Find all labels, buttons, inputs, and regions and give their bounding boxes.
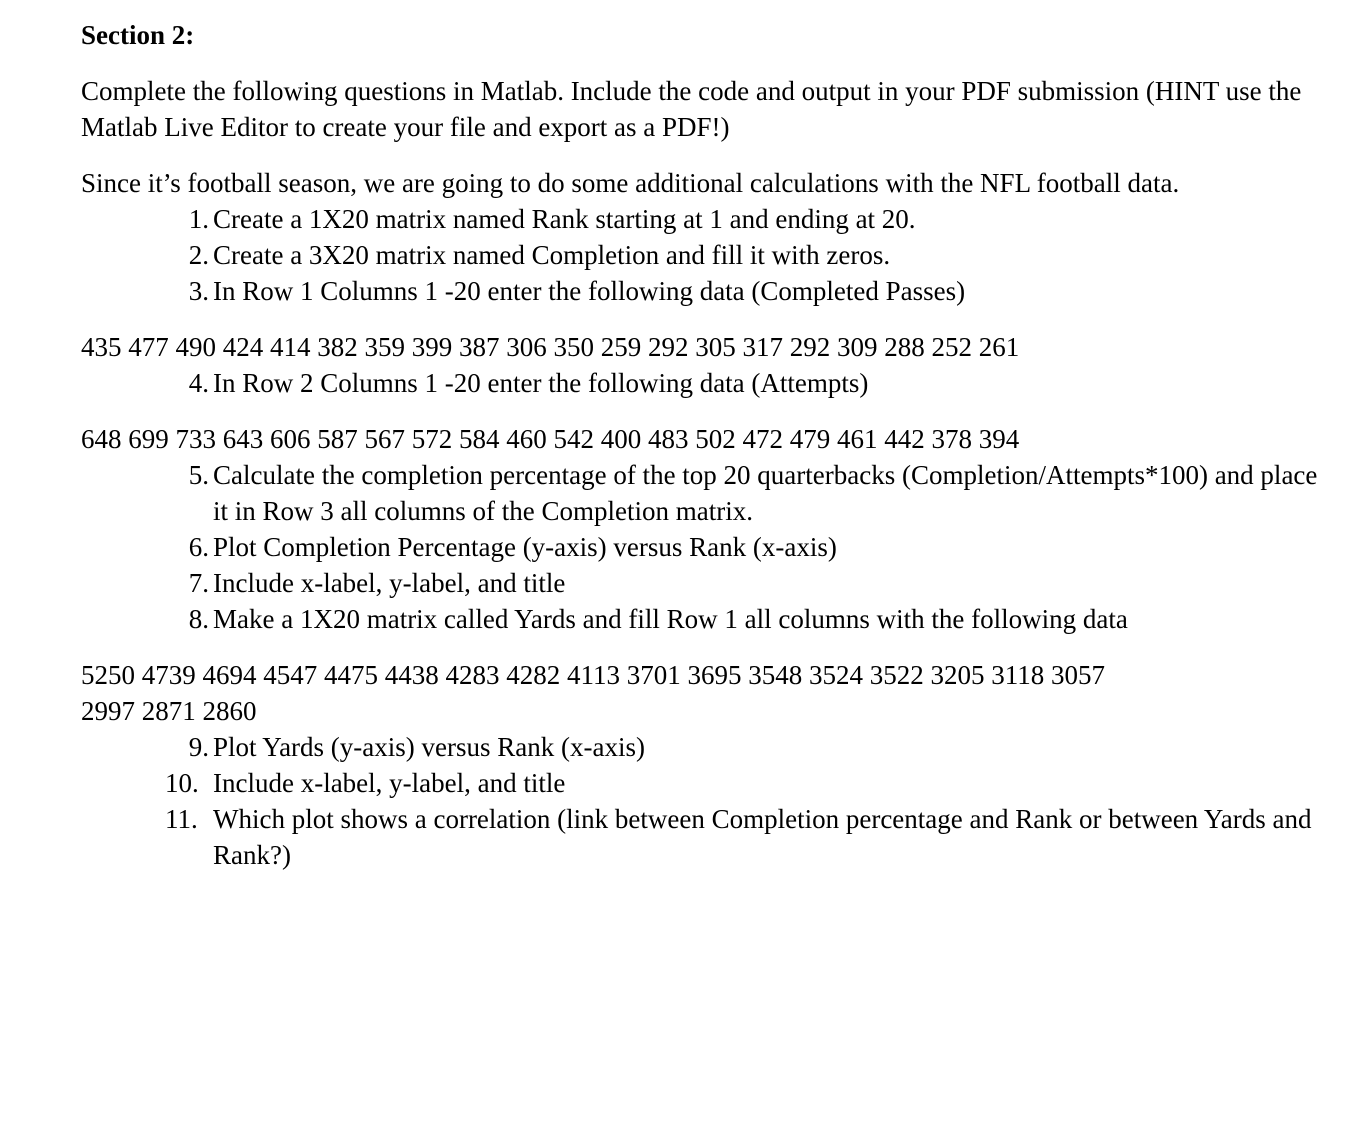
question-number: 5. [188,460,209,490]
season-paragraph: Since it’s football season, we are going to do some additional calculations with the NFL football data. [81,168,1180,198]
attempts-data: 648 699 733 643 606 587 567 572 584 460 542 400 483 502 472 479 461 442 378 394 [81,424,1020,454]
section-title: Section 2: [81,20,195,50]
question-number: 1. [188,204,209,234]
question-item-8 [81,601,1331,637]
question-item-11 [81,801,1331,873]
document-page [81,17,1331,873]
question-number: 4. [188,368,209,398]
question-item-4 [81,365,1331,401]
question-item-3 [81,273,1331,309]
question-number: 7. [188,568,209,598]
question-text: Include x-label, y-label, and title [213,568,566,598]
question-text: Which plot shows a correlation (link between Completion percentage and Rank or between Yards and Rank?) [213,804,1312,870]
question-item-10 [81,765,1331,801]
question-text: In Row 1 Columns 1 -20 enter the following data (Completed Passes) [213,276,966,306]
question-number: 9. [188,732,209,762]
question-item-5 [81,457,1331,529]
question-item-1 [81,201,1331,237]
question-list-4 [81,729,1331,873]
question-text: Plot Completion Percentage (y-axis) versus Rank (x-axis) [213,532,837,562]
intro-paragraph: Complete the following questions in Matlab. Include the code and output in your PDF submission (HINT use the Matlab Live Editor to create your file and export as a PDF!) [81,76,1302,142]
question-number: 10. [165,768,199,798]
question-text: Create a 3X20 matrix named Completion and fill it with zeros. [213,240,891,270]
question-number: 2. [188,240,209,270]
question-text: Make a 1X20 matrix called Yards and fill Row 1 all columns with the following data [213,604,1128,634]
question-list-1 [81,201,1331,309]
question-item-2 [81,237,1331,273]
question-text: Create a 1X20 matrix named Rank starting at 1 and ending at 20. [213,204,916,234]
question-text: Calculate the completion percentage of the top 20 quarterbacks (Completion/Attempts*100) and place it in Row 3 all columns of the Completion matrix. [213,460,1318,526]
question-list-2 [81,365,1331,401]
question-list-3 [81,457,1331,637]
question-number: 6. [188,532,209,562]
yards-data [81,657,1331,729]
question-item-9 [81,729,1331,765]
question-item-7 [81,565,1331,601]
question-text: In Row 2 Columns 1 -20 enter the following data (Attempts) [213,368,869,398]
yards-data-line-1: 5250 4739 4694 4547 4475 4438 4283 4282 4113 3701 3695 3548 3524 3522 3205 3118 3057 [81,660,1105,690]
question-number: 3. [188,276,209,306]
yards-data-line-2: 2997 2871 2860 [81,696,257,726]
completed-passes-data: 435 477 490 424 414 382 359 399 387 306 350 259 292 305 317 292 309 288 252 261 [81,332,1020,362]
question-text: Include x-label, y-label, and title [213,768,566,798]
question-text: Plot Yards (y-axis) versus Rank (x-axis) [213,732,645,762]
question-number: 8. [188,604,209,634]
question-item-6 [81,529,1331,565]
question-number: 11. [165,804,198,834]
